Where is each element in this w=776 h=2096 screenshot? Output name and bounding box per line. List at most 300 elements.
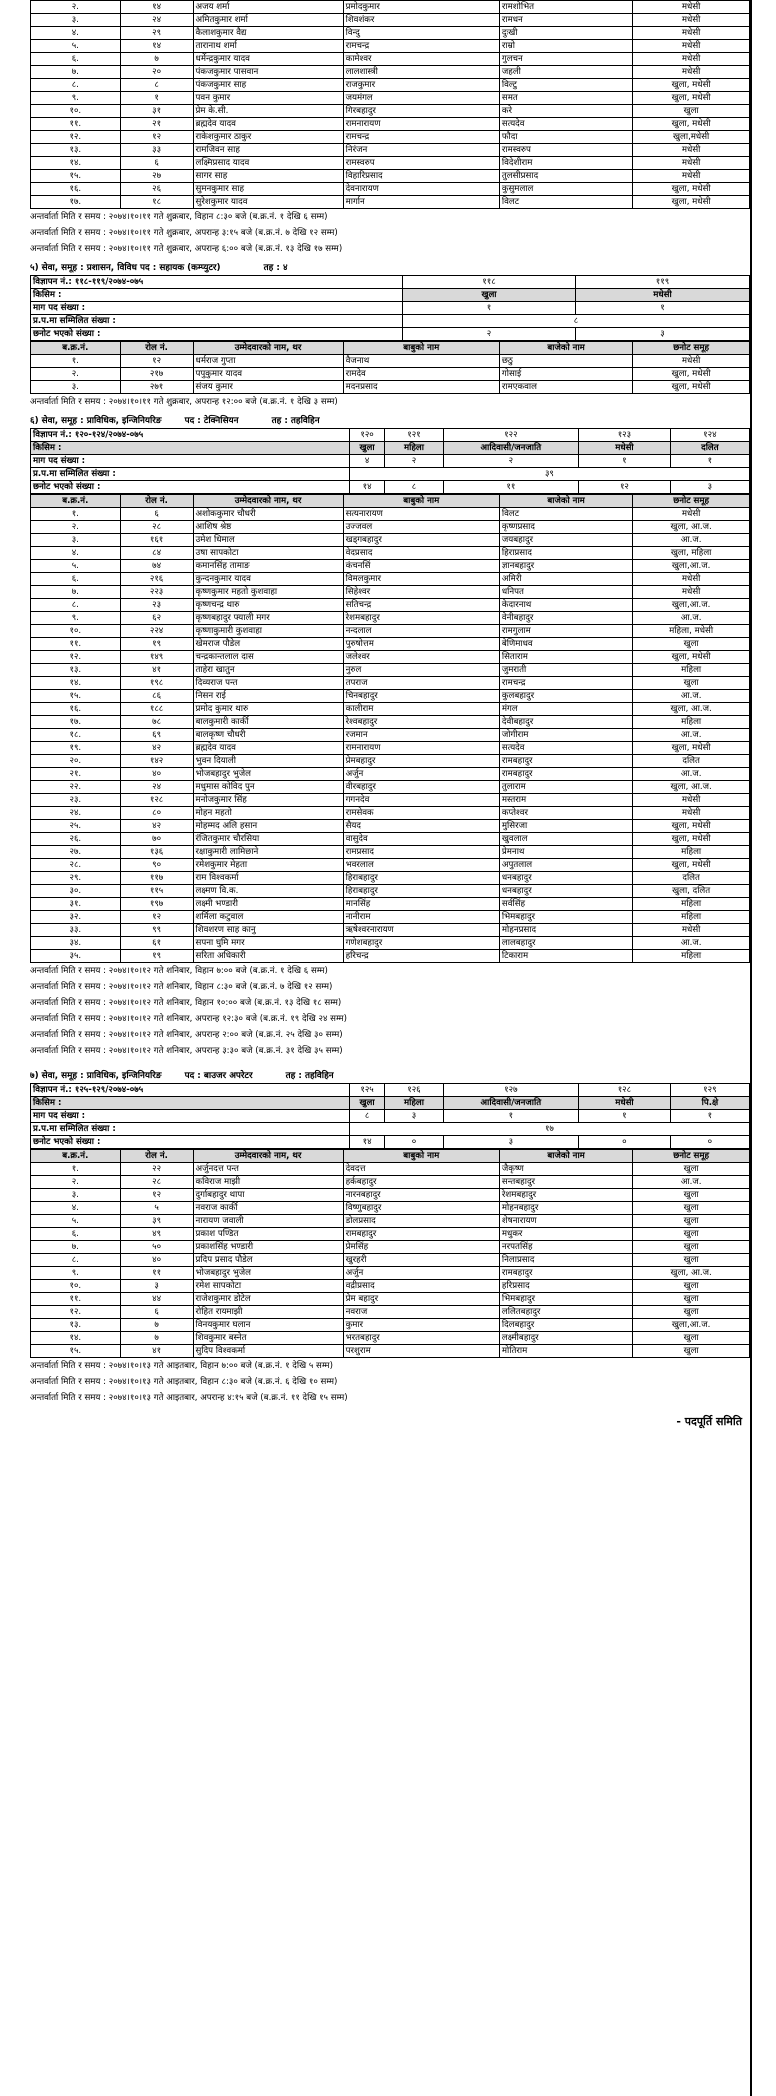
table-cell: मोहनप्रसाद bbox=[499, 924, 632, 937]
section5-kisim-row bbox=[31, 289, 750, 302]
table-cell: ६२ bbox=[120, 612, 193, 625]
table-cell: मदनप्रसाद bbox=[343, 381, 499, 394]
table-cell: नन्दलाल bbox=[343, 625, 499, 638]
table-row bbox=[31, 833, 750, 846]
table-cell: १८ bbox=[120, 196, 193, 209]
section7-interview-notes bbox=[30, 1358, 750, 1406]
table-row bbox=[31, 1, 750, 14]
table-row bbox=[31, 859, 750, 872]
table-cell: १ bbox=[120, 92, 193, 105]
maag-label: माग पद संख्या : bbox=[31, 1110, 350, 1123]
table-row bbox=[31, 1345, 750, 1358]
table-cell: विमलकुमार bbox=[343, 573, 499, 586]
table-cell: सुदिप विश्वकर्मा bbox=[193, 1345, 343, 1358]
interview-schedule-note: अन्तर्वार्ता मिति र समय : २०७४।१०।१२ गते शनिबार, अपरान्ह ३:३० बजे (ब.क्र.नं. ३१ देखि ३५ सम्म) bbox=[30, 1046, 343, 1056]
table-row bbox=[31, 14, 750, 27]
column-header: उम्मेदवारको नाम, थर bbox=[193, 1150, 343, 1163]
table-cell: हिराबहादुर bbox=[343, 872, 499, 885]
table-row bbox=[31, 807, 750, 820]
table-cell: शिवशरण साह कानु bbox=[193, 924, 343, 937]
table-row bbox=[31, 40, 750, 53]
table-cell: मंगल bbox=[499, 703, 632, 716]
table-cell: ७. bbox=[31, 1241, 121, 1254]
table-cell: कृष्णकुमार महतो कुशवाहा bbox=[193, 586, 343, 599]
column-header: रोल नं. bbox=[120, 495, 193, 508]
table-cell: धर्मेन्द्रकुमार यादव bbox=[193, 53, 343, 66]
table-cell: २५. bbox=[31, 820, 121, 833]
interview-schedule-note: अन्तर्वार्ता मिति र समय : २०७४।१०।१२ गते शनिबार, अपरान्ह १२:३० बजे (ब.क्र.नं. १९ देखि २४ सम्म) bbox=[30, 1014, 348, 1024]
table-cell: अर्जुन bbox=[343, 768, 499, 781]
table-cell: ७ bbox=[120, 53, 193, 66]
table-cell: २. bbox=[31, 1176, 121, 1189]
table-cell: नुरुल bbox=[343, 664, 499, 677]
table-cell: रामस्वरुप bbox=[343, 157, 499, 170]
table-cell: ९. bbox=[31, 612, 121, 625]
table-cell: २२ bbox=[120, 1163, 193, 1176]
table-cell: जयमंगल bbox=[343, 92, 499, 105]
maag-value: ४ bbox=[349, 455, 384, 468]
table-cell: लालशास्त्री bbox=[343, 66, 499, 79]
table-cell: ८४ bbox=[120, 547, 193, 560]
section6-candidates-table bbox=[30, 494, 750, 963]
column-header: ब.क्र.नं. bbox=[31, 1150, 121, 1163]
table-cell: कृष्णप्रसाद bbox=[499, 521, 632, 534]
table-cell: खुला bbox=[633, 1241, 750, 1254]
table-cell: खुला bbox=[633, 1189, 750, 1202]
table-cell: ब्रह्मदेव यादव bbox=[193, 118, 343, 131]
table-cell: लालबहादुर bbox=[499, 937, 632, 950]
table-cell: खुला bbox=[633, 1163, 750, 1176]
table-cell: खुला bbox=[633, 1202, 750, 1215]
maag-value: १ bbox=[579, 455, 671, 468]
advert-label: विज्ञापन नं.: १२०-१२४/२०७४-०७५ bbox=[31, 429, 350, 442]
table-cell: सत्यदेव bbox=[499, 118, 632, 131]
result-notice-page bbox=[10, 0, 752, 2096]
table-cell: खुला bbox=[633, 677, 750, 690]
table-cell: दलित bbox=[633, 872, 750, 885]
table-cell: २८ bbox=[120, 1176, 193, 1189]
table-cell: दुःखी bbox=[499, 27, 632, 40]
table-cell: लक्ष्मीबहादुर bbox=[499, 1332, 632, 1345]
table-cell: ४१ bbox=[120, 1345, 193, 1358]
section7-service-group: ७) सेवा, समूह : प्राविधिक, इन्जिनियरिङ bbox=[30, 1071, 162, 1081]
maag-value: ८ bbox=[349, 1110, 384, 1123]
table-row bbox=[31, 560, 750, 573]
table-cell: १२. bbox=[31, 131, 121, 144]
table-cell: २६. bbox=[31, 833, 121, 846]
column-header: बाबुको नाम bbox=[343, 495, 499, 508]
table-cell: मधेसी bbox=[633, 924, 750, 937]
table-cell: ४० bbox=[120, 768, 193, 781]
table-cell: शिवकुमार बस्नेत bbox=[193, 1332, 343, 1345]
table-cell: ७० bbox=[120, 833, 193, 846]
chhanot-value: २ bbox=[403, 328, 576, 341]
table-cell: खुला bbox=[633, 1254, 750, 1267]
table-cell: १६१ bbox=[120, 534, 193, 547]
table-cell: १. bbox=[31, 508, 121, 521]
table-cell: खुला, मधेसी bbox=[633, 742, 750, 755]
maag-value: २ bbox=[443, 455, 578, 468]
table-cell: १५. bbox=[31, 1345, 121, 1358]
table-cell: ३३ bbox=[120, 144, 193, 157]
chhanot-value: १४ bbox=[349, 481, 384, 494]
table-cell: २१७ bbox=[120, 368, 193, 381]
table-row bbox=[31, 716, 750, 729]
table-cell: २९ bbox=[120, 27, 193, 40]
table-cell: ३. bbox=[31, 381, 121, 394]
table-cell: हिराबहादुर bbox=[343, 885, 499, 898]
table-row bbox=[31, 1332, 750, 1345]
table-cell: खुला, आ.ज. bbox=[633, 781, 750, 794]
maag-value: १ bbox=[579, 1110, 671, 1123]
section7-maag-row bbox=[31, 1110, 750, 1123]
table-cell: ७ bbox=[120, 1319, 193, 1332]
table-cell: जयबहादुर bbox=[499, 534, 632, 547]
table-cell: रामसेवक bbox=[343, 807, 499, 820]
table-cell: प्रदिप प्रसाद पौडेल bbox=[193, 1254, 343, 1267]
table-cell: ६. bbox=[31, 573, 121, 586]
table-cell: पपुकुमार यादव bbox=[193, 368, 343, 381]
table-row bbox=[31, 27, 750, 40]
table-cell: आ.ज. bbox=[633, 768, 750, 781]
table-cell: १४२ bbox=[120, 755, 193, 768]
chhanot-label: छनोट भएको संख्या : bbox=[31, 1136, 350, 1149]
table-cell: अमिरी bbox=[499, 573, 632, 586]
table-cell: सिहेश्वर bbox=[343, 586, 499, 599]
table-cell: रामबहादुर bbox=[499, 768, 632, 781]
table-row bbox=[31, 924, 750, 937]
column-header: छनोट समूह bbox=[633, 495, 750, 508]
table-cell: महिला bbox=[633, 846, 750, 859]
table-cell: ६९ bbox=[120, 729, 193, 742]
table-cell: भवरलाल bbox=[343, 859, 499, 872]
table-cell: विहारिप्रसाद bbox=[343, 170, 499, 183]
kisim-value: महिला bbox=[385, 442, 443, 455]
table-cell: महिला bbox=[633, 716, 750, 729]
kisim-value: मधेसी bbox=[579, 442, 671, 455]
table-cell: विन्दु bbox=[343, 27, 499, 40]
table-cell: १२ bbox=[120, 911, 193, 924]
table-cell: २. bbox=[31, 368, 121, 381]
table-cell: मोहम्मद अलि हसान bbox=[193, 820, 343, 833]
table-cell: प्रेमबहादुर bbox=[343, 755, 499, 768]
table-cell: आ.ज. bbox=[633, 729, 750, 742]
table-cell: आ.ज. bbox=[633, 612, 750, 625]
table-cell: रंजितकुमार चौरसिया bbox=[193, 833, 343, 846]
section7-chhanot-row bbox=[31, 1136, 750, 1149]
table-cell: १५. bbox=[31, 690, 121, 703]
table-cell: खुला bbox=[633, 105, 750, 118]
table-cell: ५. bbox=[31, 560, 121, 573]
table-cell: भुवन दियाली bbox=[193, 755, 343, 768]
table-cell: नानीराम bbox=[343, 911, 499, 924]
table-cell: रामप्रसाद bbox=[343, 846, 499, 859]
table-cell: प्रेमसिंह bbox=[343, 1241, 499, 1254]
table-cell: सत्यनारायण bbox=[343, 508, 499, 521]
table-row bbox=[31, 755, 750, 768]
table-cell: फौदा bbox=[499, 131, 632, 144]
chhanot-value: ३ bbox=[575, 328, 749, 341]
table-cell: रेश्वबहादुर bbox=[343, 716, 499, 729]
kisim-value: आदिवासी/जनजाति bbox=[443, 442, 578, 455]
kisim-label: किसिम : bbox=[31, 289, 403, 302]
table-cell: कामेश्वर bbox=[343, 53, 499, 66]
table-cell: बालकुमारी कार्की bbox=[193, 716, 343, 729]
table-cell: १५. bbox=[31, 170, 121, 183]
column-header: बाजेको नाम bbox=[499, 342, 632, 355]
table-row bbox=[31, 1228, 750, 1241]
table-cell: आ.ज. bbox=[633, 937, 750, 950]
table-cell: ४. bbox=[31, 547, 121, 560]
table-cell: ८० bbox=[120, 807, 193, 820]
table-cell: २८. bbox=[31, 859, 121, 872]
table-cell: खुला bbox=[633, 638, 750, 651]
table-cell: मधेसी bbox=[633, 573, 750, 586]
section5-interview-notes bbox=[30, 394, 750, 410]
table-cell: मधेसी bbox=[633, 157, 750, 170]
advert-label: विज्ञापन नं.: ११८-११९/२०७४-०७५ bbox=[31, 276, 403, 289]
section7-rows bbox=[31, 1163, 750, 1358]
table-cell: ७८ bbox=[120, 716, 193, 729]
table-cell: खुला, मधेसी bbox=[633, 92, 750, 105]
section6-header-row bbox=[31, 495, 750, 508]
table-cell: तुलसीप्रसाद bbox=[499, 170, 632, 183]
column-header: बाजेको नाम bbox=[499, 1150, 632, 1163]
table-cell: ४४ bbox=[120, 1293, 193, 1306]
table-cell: रेशमबहादुर bbox=[343, 612, 499, 625]
table-cell: जोगीराम bbox=[499, 729, 632, 742]
table-cell: कप्तेश्वर bbox=[499, 807, 632, 820]
table-cell: नवराज bbox=[343, 1306, 499, 1319]
table-cell: ४९ bbox=[120, 1228, 193, 1241]
table-cell: मधेसी bbox=[633, 508, 750, 521]
table-cell: १७. bbox=[31, 196, 121, 209]
table-cell: जहली bbox=[499, 66, 632, 79]
advert-number: १२७ bbox=[443, 1084, 578, 1097]
table-cell: विष्णुबहादुर bbox=[343, 1202, 499, 1215]
table-cell: २. bbox=[31, 1, 121, 14]
table-cell: १. bbox=[31, 1163, 121, 1176]
table-cell: रजमान bbox=[343, 729, 499, 742]
section6-interview-notes bbox=[30, 963, 750, 1059]
table-cell: ९. bbox=[31, 1267, 121, 1280]
section7-advert-row bbox=[31, 1084, 750, 1097]
table-row bbox=[31, 612, 750, 625]
table-cell: मधेसी bbox=[633, 807, 750, 820]
table-cell: आशिष श्रेष्ठ bbox=[193, 521, 343, 534]
table-cell: १७. bbox=[31, 716, 121, 729]
section6-rows bbox=[31, 508, 750, 963]
section5-chhanot-row bbox=[31, 328, 750, 341]
table-cell: कमानसिंह तामाङ bbox=[193, 560, 343, 573]
table-row bbox=[31, 742, 750, 755]
table-cell: खुला,आ.ज. bbox=[633, 1319, 750, 1332]
section7-title bbox=[30, 1069, 750, 1083]
chhanot-value: ८ bbox=[385, 481, 443, 494]
table-cell: १८. bbox=[31, 729, 121, 742]
table-cell: ३ bbox=[120, 1280, 193, 1293]
table-cell: बालकृष्ण चौधरी bbox=[193, 729, 343, 742]
maag-value: १ bbox=[403, 302, 576, 315]
table-cell: वद्रीप्रसाद bbox=[343, 1280, 499, 1293]
table-cell: कुन्दनकुमार यादव bbox=[193, 573, 343, 586]
table-cell: मोहन महतो bbox=[193, 807, 343, 820]
table-cell: मार्गान bbox=[343, 196, 499, 209]
table-cell: कंचनसिं bbox=[343, 560, 499, 573]
table-cell: तारानाथ शर्मा bbox=[193, 40, 343, 53]
table-cell: ११. bbox=[31, 1293, 121, 1306]
table-cell: गिरबहादुर bbox=[343, 105, 499, 118]
maag-label: माग पद संख्या : bbox=[31, 302, 403, 315]
table-row bbox=[31, 729, 750, 742]
chhanot-value: ३ bbox=[670, 481, 749, 494]
table-cell: ९० bbox=[120, 859, 193, 872]
table-cell: दुर्गाबहादुर थापा bbox=[193, 1189, 343, 1202]
table-cell: २८ bbox=[120, 521, 193, 534]
table-cell: मधेसी bbox=[633, 144, 750, 157]
table-cell: अर्जुन bbox=[343, 1267, 499, 1280]
table-cell: धनबहादुर bbox=[499, 885, 632, 898]
table-cell: खुला, दलित bbox=[633, 885, 750, 898]
table-cell: अजय शर्मा bbox=[193, 1, 343, 14]
table-cell: १४. bbox=[31, 157, 121, 170]
table-cell: खुला bbox=[633, 1345, 750, 1358]
table-cell: प्रकाश पण्डित bbox=[193, 1228, 343, 1241]
table-row bbox=[31, 690, 750, 703]
table-cell: संजय कुमार bbox=[193, 381, 343, 394]
table-cell: रामदेव bbox=[343, 368, 499, 381]
table-cell: ३१ bbox=[120, 105, 193, 118]
table-cell: ३५. bbox=[31, 950, 121, 963]
table-cell: जुमराती bbox=[499, 664, 632, 677]
table-row bbox=[31, 885, 750, 898]
table-cell: ६ bbox=[120, 508, 193, 521]
table-cell: १३६ bbox=[120, 846, 193, 859]
table-cell: खुला, मधेसी bbox=[633, 651, 750, 664]
section7-summary-table bbox=[30, 1083, 750, 1149]
table-cell: खुला, मधेसी bbox=[633, 820, 750, 833]
table-cell: महिला bbox=[633, 911, 750, 924]
table-cell: परशुराम bbox=[343, 1345, 499, 1358]
maag-value: १ bbox=[670, 455, 749, 468]
table-cell: समत bbox=[499, 92, 632, 105]
table-cell: सिताराम bbox=[499, 651, 632, 664]
table-cell: २२. bbox=[31, 781, 121, 794]
table-cell: रामएकवाल bbox=[499, 381, 632, 394]
kisim-label: किसिम : bbox=[31, 442, 350, 455]
table-cell: हरिचन्द्र bbox=[343, 950, 499, 963]
table-row bbox=[31, 53, 750, 66]
table-cell: ६१ bbox=[120, 937, 193, 950]
table-cell: वासुदेव bbox=[343, 833, 499, 846]
kisim-value: पि.क्षे bbox=[670, 1097, 749, 1110]
table-cell: नरपतसिंह bbox=[499, 1241, 632, 1254]
table-cell: गुलचन bbox=[499, 53, 632, 66]
table-cell: वेनीबहादुर bbox=[499, 612, 632, 625]
table-cell: ६ bbox=[120, 157, 193, 170]
table-cell: ३२. bbox=[31, 911, 121, 924]
table-cell: सन्तबहादुर bbox=[499, 1176, 632, 1189]
table-cell: कुलबहादुर bbox=[499, 690, 632, 703]
column-header: रोल नं. bbox=[120, 342, 193, 355]
table-cell: रामबहादुर bbox=[499, 755, 632, 768]
table-row bbox=[31, 781, 750, 794]
table-row bbox=[31, 131, 750, 144]
table-cell: खुवलाल bbox=[499, 833, 632, 846]
section5-maag-row bbox=[31, 302, 750, 315]
table-cell: निसन राई bbox=[193, 690, 343, 703]
table-row bbox=[31, 625, 750, 638]
table-cell: १२ bbox=[120, 1189, 193, 1202]
table-cell: भिमबहादुर bbox=[499, 911, 632, 924]
kisim-value: मधेसी bbox=[579, 1097, 671, 1110]
table-cell: महिला bbox=[633, 664, 750, 677]
table-cell: ८ bbox=[120, 79, 193, 92]
table-cell: १६. bbox=[31, 703, 121, 716]
interview-schedule-note: अन्तर्वार्ता मिति र समय : २०७४।१०।१२ गते शनिबार, अपरान्ह २:०० बजे (ब.क्र.नं. २५ देखि ३० सम्म) bbox=[30, 1030, 343, 1040]
table-cell: लक्ष्मण वि.क. bbox=[193, 885, 343, 898]
table-cell: १४ bbox=[120, 40, 193, 53]
table-cell: सुमनकुमार साह bbox=[193, 183, 343, 196]
table-row bbox=[31, 898, 750, 911]
table-cell: ९. bbox=[31, 92, 121, 105]
section5-advert-row bbox=[31, 276, 750, 289]
section6-kisim-row bbox=[31, 442, 750, 455]
table-row bbox=[31, 599, 750, 612]
chhanot-label: छनोट भएको संख्या : bbox=[31, 328, 403, 341]
table-cell: २०. bbox=[31, 755, 121, 768]
sammilit-label: प्र.प.मा सम्मिलित संख्या : bbox=[31, 1123, 350, 1136]
table-cell: सागर साह bbox=[193, 170, 343, 183]
table-cell: मुसिरजा bbox=[499, 820, 632, 833]
table-row bbox=[31, 1254, 750, 1267]
table-cell: विलट bbox=[499, 196, 632, 209]
table-cell: खुला, मधेसी bbox=[633, 368, 750, 381]
section7-kisim-row bbox=[31, 1097, 750, 1110]
table-cell: ८६ bbox=[120, 690, 193, 703]
table-row bbox=[31, 144, 750, 157]
table-cell: २१६ bbox=[120, 573, 193, 586]
table-cell: २२४ bbox=[120, 625, 193, 638]
interview-schedule-note: अन्तर्वार्ता मिति र समय : २०७४।१०।११ गते शुक्रबार, अपरान्ह ३:१५ बजे (ब.क्र.नं. ७ देखि १२ सम्म) bbox=[30, 228, 338, 238]
table-cell: खुला, मधेसी bbox=[633, 118, 750, 131]
table-cell: भिमबहादुर bbox=[499, 1293, 632, 1306]
table-row bbox=[31, 651, 750, 664]
table-cell: सत्यदेव bbox=[499, 742, 632, 755]
table-cell: ललितबहादुर bbox=[499, 1306, 632, 1319]
table-cell: मानसिंह bbox=[343, 898, 499, 911]
table-cell: गगनदेव bbox=[343, 794, 499, 807]
table-cell: छठु bbox=[499, 355, 632, 368]
section4-interview-notes bbox=[30, 209, 750, 257]
section6-sammilit-row bbox=[31, 468, 750, 481]
table-cell: ११ bbox=[120, 1267, 193, 1280]
table-row bbox=[31, 508, 750, 521]
table-cell: कृष्णचन्द्र थारु bbox=[193, 599, 343, 612]
maag-label: माग पद संख्या : bbox=[31, 455, 350, 468]
table-cell: हिराप्रसाद bbox=[499, 547, 632, 560]
table-cell: केदारनाथ bbox=[499, 599, 632, 612]
kisim-value: खुला bbox=[349, 1097, 384, 1110]
table-cell: राजकुमार bbox=[343, 79, 499, 92]
advert-number: ११८ bbox=[403, 276, 576, 289]
table-cell: रामचन्द्र bbox=[343, 40, 499, 53]
table-cell: मोहनबहादुर bbox=[499, 1202, 632, 1215]
table-cell: ३३. bbox=[31, 924, 121, 937]
table-cell: ९९ bbox=[120, 924, 193, 937]
section5-title bbox=[30, 261, 750, 275]
table-cell: ८. bbox=[31, 79, 121, 92]
